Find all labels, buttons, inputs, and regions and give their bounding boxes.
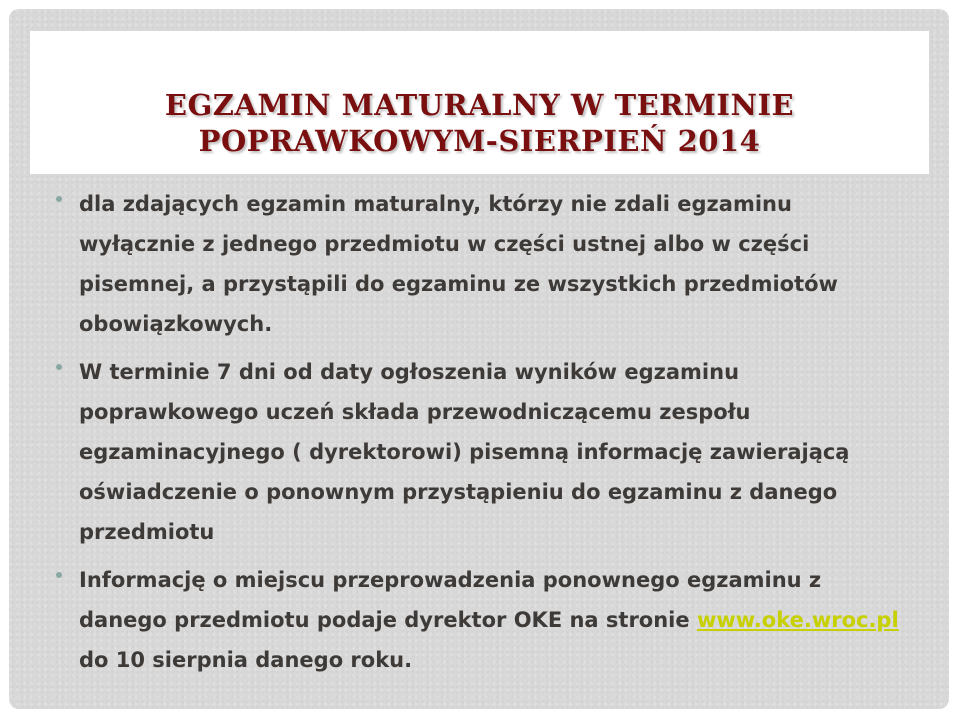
bullet-text-after-link: do 10 sierpnia danego roku.	[79, 648, 413, 672]
slide	[9, 9, 949, 709]
bullet-text-before-link: Informację o miejscu przeprowadzenia ponownego egzaminu z danego przedmiotu podaje dyrektor OKE na stronie	[79, 568, 822, 632]
bullet-dot-icon	[56, 196, 62, 202]
bullet-item	[53, 560, 913, 680]
bullet-item	[53, 352, 913, 552]
bullet-text: W terminie 7 dni od daty ogłoszenia wyników egzaminu poprawkowego uczeń składa przewodniczącemu zespołu egzaminacyjnego ( dyrektorowi) pisemną informację zawierającą oświadczenie o ponownym przystąpieniu do egzaminu z danego przedmiotu	[79, 360, 850, 544]
bullet-dot-icon	[56, 364, 62, 370]
bullet-item	[53, 184, 913, 344]
bullet-text: dla zdających egzamin maturalny, którzy nie zdali egzaminu wyłącznie z jednego przedmiotu w części ustnej albo w części pisemnej, a przystąpili do egzaminu ze wszystkich przedmiotów obowiązkowych.	[79, 192, 838, 336]
bullet-dot-icon	[56, 572, 62, 578]
bullet-text	[79, 560, 913, 680]
bullet-list	[53, 184, 913, 688]
oke-website-link[interactable]: www.oke.wroc.pl	[696, 608, 899, 632]
slide-title: EGZAMIN MATURALNY W TERMINIE POPRAWKOWYM-SIERPIEŃ 2014	[164, 88, 795, 158]
